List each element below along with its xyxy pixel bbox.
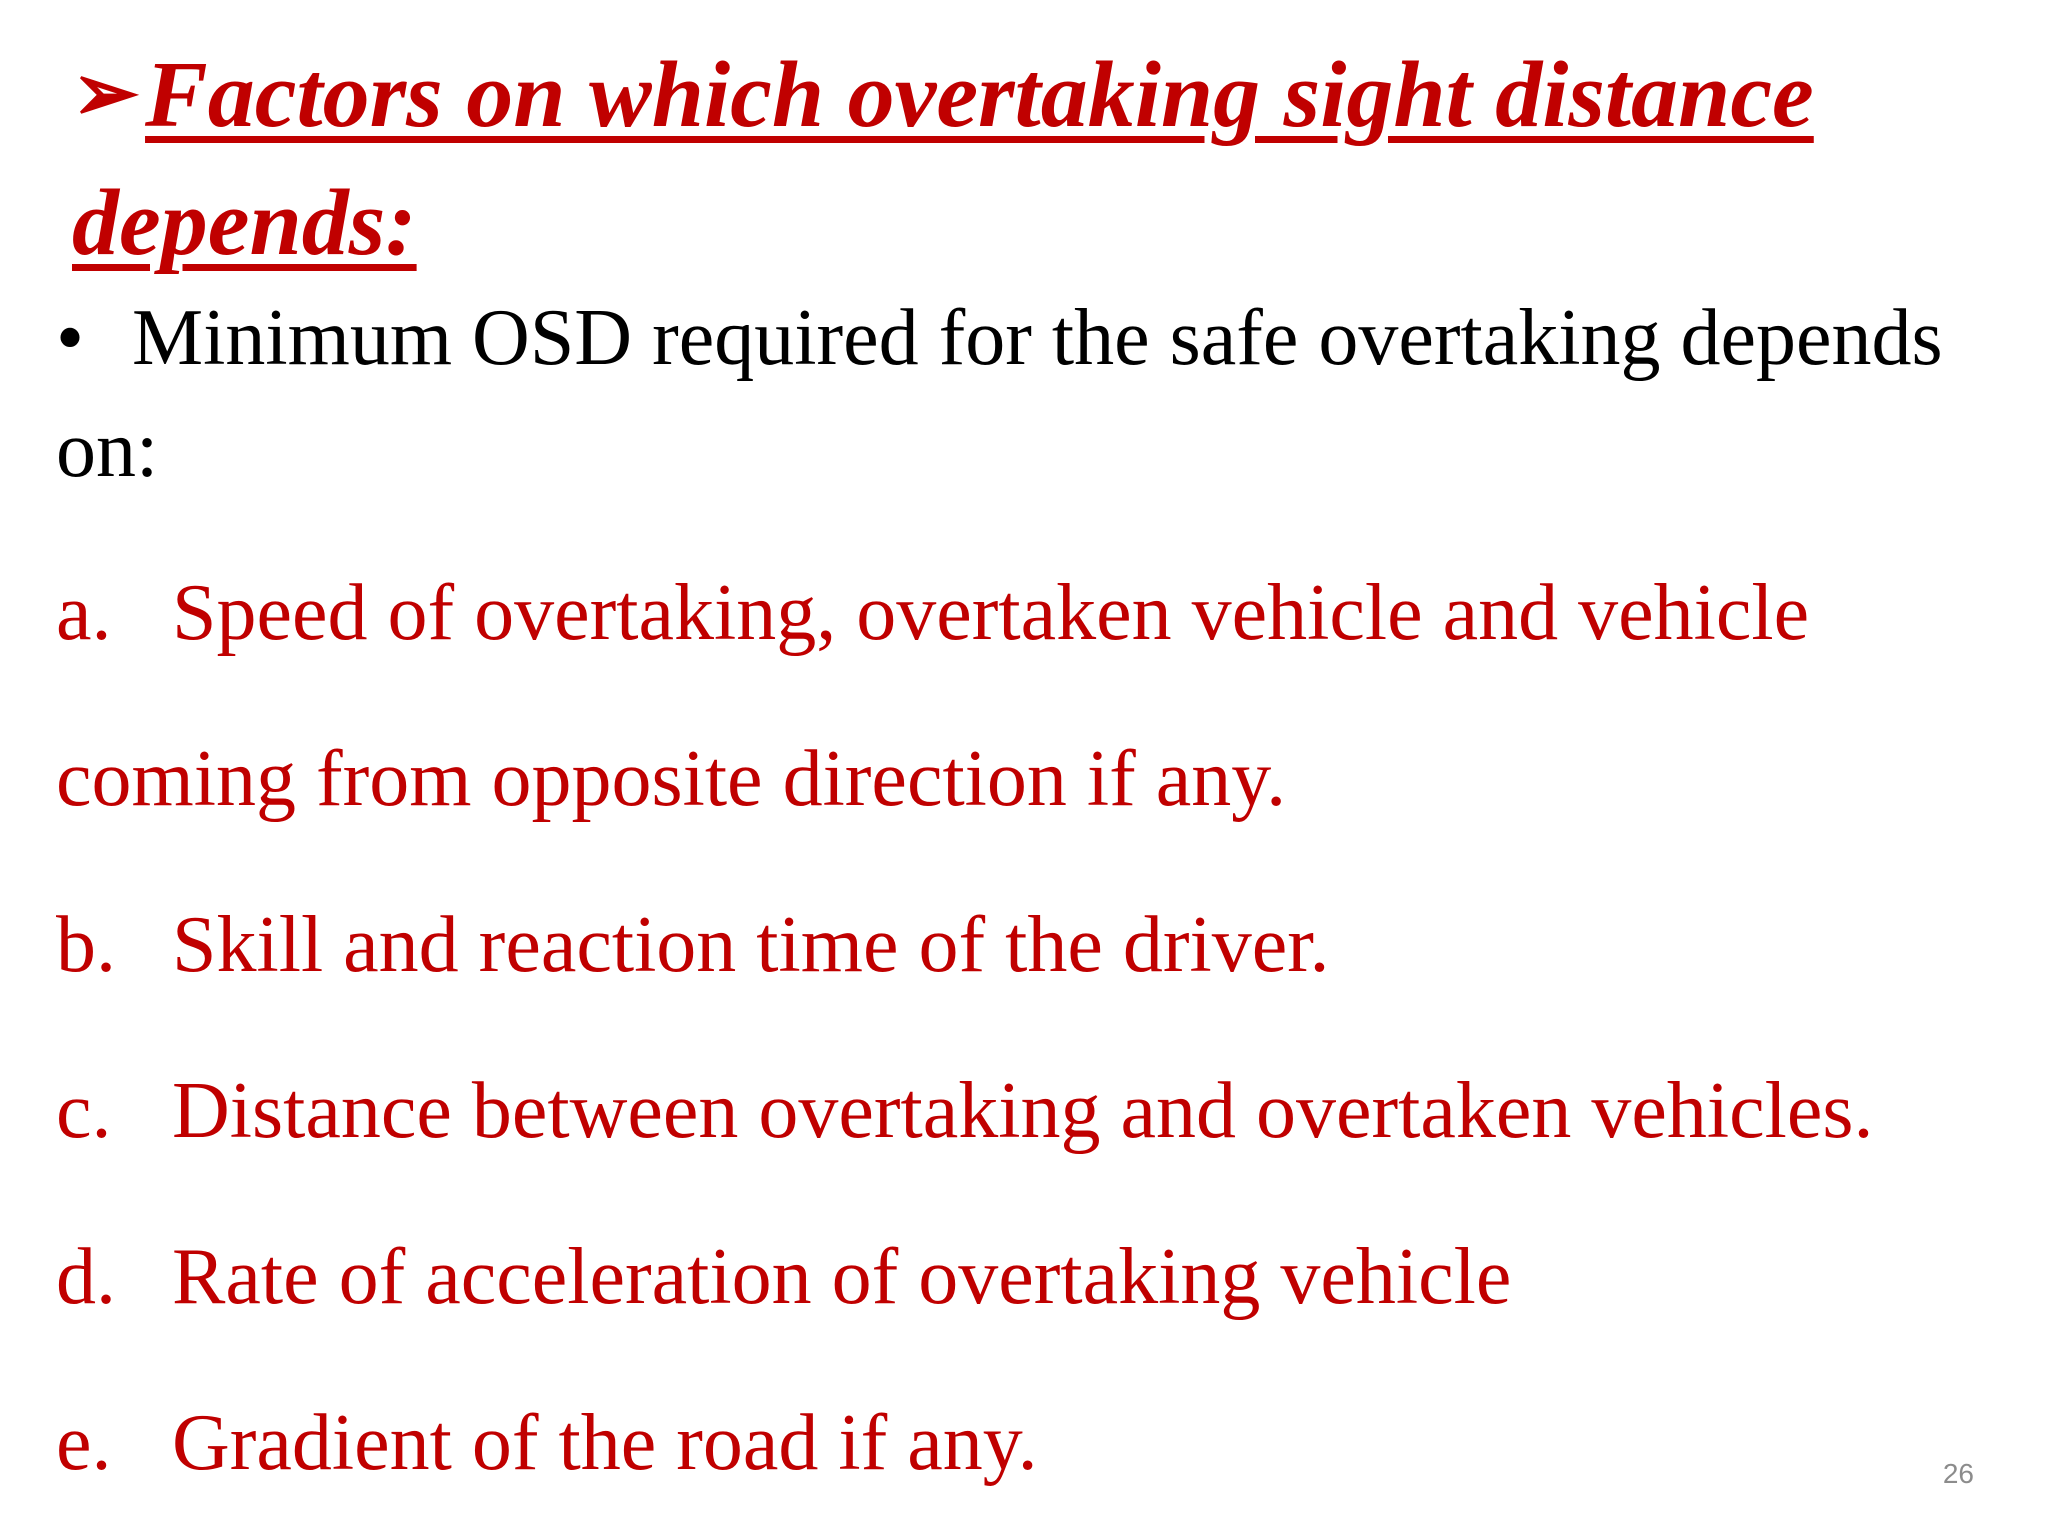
factors-list bbox=[56, 530, 2016, 1526]
slide-title-text: Factors on which overtaking sight distance depends: bbox=[72, 43, 1814, 275]
factor-item-c bbox=[56, 1028, 2016, 1194]
factor-marker: a. bbox=[56, 569, 112, 657]
factor-item-d bbox=[56, 1194, 2016, 1360]
factor-marker: d. bbox=[56, 1233, 116, 1321]
factor-text: Skill and reaction time of the driver. bbox=[172, 901, 1330, 989]
factor-text: Speed of overtaking, overtaken vehicle and vehicle bbox=[172, 569, 1810, 657]
bullet-dot-icon: • bbox=[56, 294, 85, 382]
factor-item-e bbox=[56, 1360, 2016, 1526]
intro-bullet bbox=[56, 282, 1976, 506]
intro-text: Minimum OSD required for the safe overtaking depends on: bbox=[56, 294, 1943, 494]
factor-text: Gradient of the road if any. bbox=[172, 1399, 1038, 1487]
factor-item-b bbox=[56, 862, 2016, 1028]
factor-marker: e. bbox=[56, 1399, 112, 1487]
factor-text: Rate of acceleration of overtaking vehicle bbox=[172, 1233, 1512, 1321]
factor-text: Distance between overtaking and overtaken vehicles. bbox=[172, 1067, 1874, 1155]
page-number: 26 bbox=[1942, 1458, 1974, 1489]
factor-text-continuation: coming from opposite direction if any. bbox=[56, 735, 1287, 823]
factor-item-a bbox=[56, 530, 2016, 696]
factor-item-a-continuation bbox=[56, 696, 2016, 862]
factor-marker: b. bbox=[56, 901, 116, 989]
slide-title bbox=[72, 30, 2012, 287]
arrow-bullet-icon: ➢ bbox=[72, 50, 140, 138]
factor-marker: c. bbox=[56, 1067, 112, 1155]
